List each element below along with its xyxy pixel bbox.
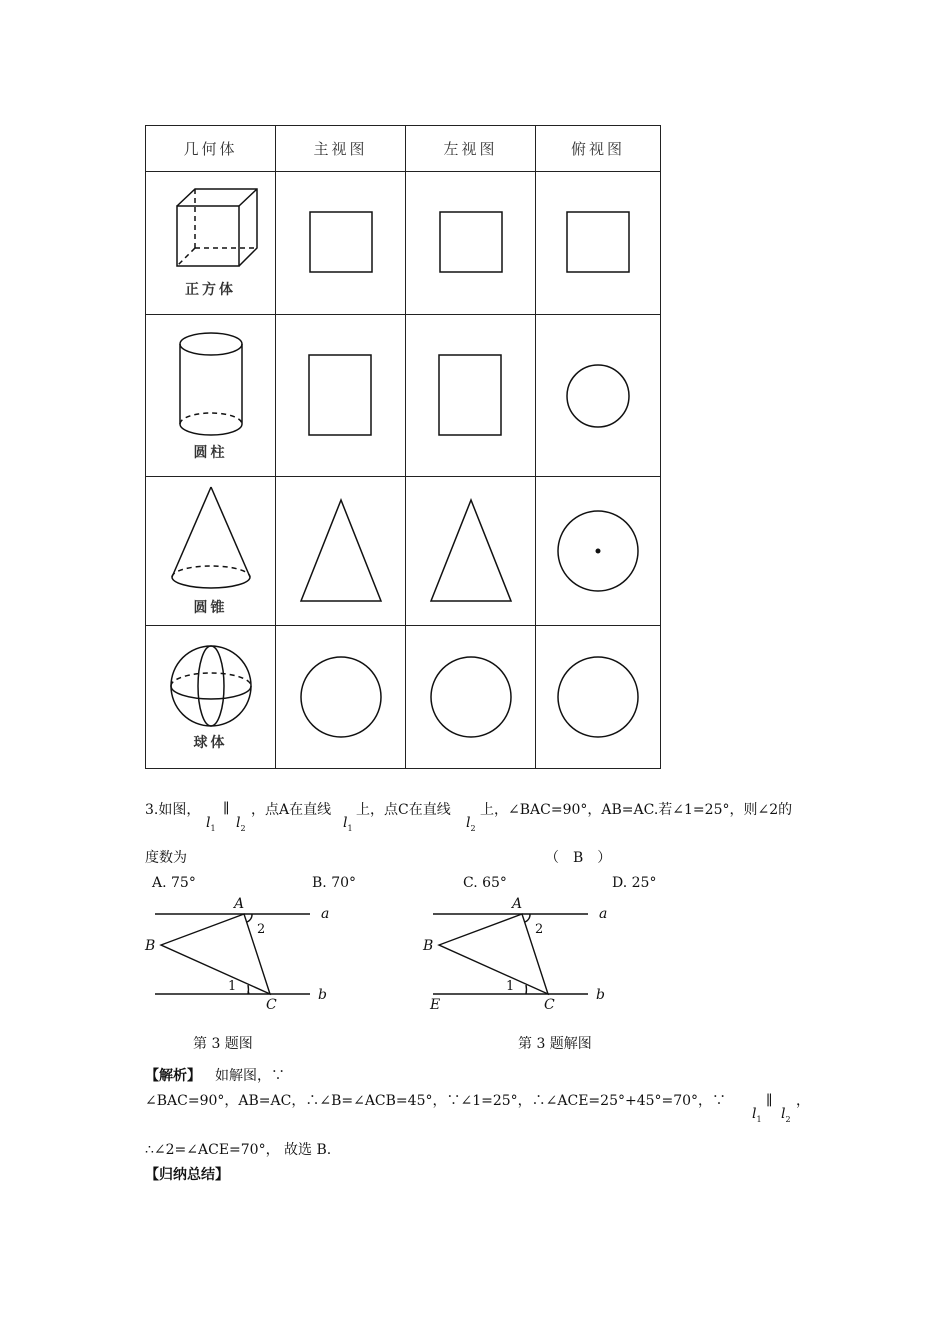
cube-cell xyxy=(146,172,276,315)
fig2-label-b: b xyxy=(596,987,605,1003)
header-left-view: 左视图 xyxy=(406,126,536,172)
fig1-label-b: b xyxy=(318,987,327,1003)
table-row-cone xyxy=(146,477,661,626)
cone-left-view xyxy=(406,477,536,626)
cylinder-top-view xyxy=(536,315,661,477)
cube-drawing xyxy=(161,187,261,277)
table-row-cylinder xyxy=(146,315,661,477)
solution-line3: ∴∠2=∠ACE=70°， 故选 B. xyxy=(145,1142,332,1158)
figure-problem-3-solution xyxy=(418,893,618,1018)
line-l2-label-2: $l_2$ xyxy=(466,815,476,833)
answer-blank: （ B ） xyxy=(545,850,612,866)
cone-cell xyxy=(146,477,276,626)
line-l1-label: $l_1$ xyxy=(206,815,216,833)
cube-top-view xyxy=(536,172,661,315)
cylinder-front-view xyxy=(276,315,406,477)
parallel-symbol: ∥ xyxy=(223,801,230,817)
fig1-angle-2: 2 xyxy=(257,922,266,937)
problem-intro: 3.如图， xyxy=(145,802,201,818)
cone-top-view xyxy=(536,477,661,626)
fig2-label-a: a xyxy=(599,906,608,922)
fig2-label-A: A xyxy=(512,896,523,912)
solid-label-cone: 圆锥 xyxy=(193,600,228,616)
problem-text-b: ，点A在直线 xyxy=(251,802,332,818)
cone-drawing xyxy=(168,485,254,595)
option-d: D. 25° xyxy=(612,875,657,891)
solution-comma: ， xyxy=(796,1093,810,1109)
solution-title: 【解析】 xyxy=(145,1068,201,1084)
solution-parallel: ∥ xyxy=(766,1093,773,1109)
cube-front-view xyxy=(276,172,406,315)
fig2-label-E: E xyxy=(430,997,441,1013)
solution-l1: $l_1$ xyxy=(752,1106,762,1124)
three-views-table xyxy=(145,125,661,769)
solid-label-cylinder: 圆柱 xyxy=(193,444,228,461)
option-c: C. 65° xyxy=(463,875,507,891)
solid-label-sphere: 球体 xyxy=(193,735,228,751)
cylinder-drawing xyxy=(176,330,246,440)
table-header-row xyxy=(146,126,661,172)
figure1-caption: 第 3 题图 xyxy=(193,1036,253,1052)
solid-label-cube: 正方体 xyxy=(185,282,236,298)
fig2-label-C: C xyxy=(544,997,555,1013)
summary-title: 【归纳总结】 xyxy=(145,1167,229,1183)
line-l2-label: $l_2$ xyxy=(236,815,246,833)
fig1-label-A: A xyxy=(234,896,245,912)
fig1-label-C: C xyxy=(266,997,277,1013)
cone-front-view xyxy=(276,477,406,626)
table-row-cube xyxy=(146,172,661,315)
problem-text-c: 上，点C在直线 xyxy=(356,802,451,818)
fig2-angle-1: 1 xyxy=(506,979,515,994)
solution-line2: ∠BAC=90°，AB=AC，∴∠B=∠ACB=45°，∵∠1=25°，∴∠ACE=25°+45°=70°，∵ xyxy=(145,1093,727,1109)
fig2-angle-2: 2 xyxy=(535,922,544,937)
problem-text-d: 上，∠BAC=90°，AB=AC.若∠1=25°，则∠2的 xyxy=(480,802,793,818)
sphere-front-view xyxy=(276,626,406,769)
header-front-view: 主视图 xyxy=(276,126,406,172)
line-l1-label-2: $l_1$ xyxy=(343,815,353,833)
problem-text-line2: 度数为 xyxy=(145,850,187,866)
fig1-label-B: B xyxy=(145,938,156,954)
table-row-sphere xyxy=(146,626,661,769)
sphere-drawing xyxy=(168,642,254,730)
figure-problem-3 xyxy=(140,893,340,1018)
solution-l2: $l_2$ xyxy=(781,1106,791,1124)
fig2-label-B: B xyxy=(423,938,434,954)
fig1-label-a: a xyxy=(321,906,330,922)
option-b: B. 70° xyxy=(312,875,357,891)
sphere-cell xyxy=(146,626,276,769)
cylinder-left-view xyxy=(406,315,536,477)
cylinder-cell xyxy=(146,315,276,477)
figure2-caption: 第 3 题解图 xyxy=(518,1036,592,1052)
fig1-angle-1: 1 xyxy=(228,979,237,994)
sphere-top-view xyxy=(536,626,661,769)
cube-left-view xyxy=(406,172,536,315)
solution-line1: 如解图，∵ xyxy=(215,1068,285,1084)
header-top-view: 俯视图 xyxy=(536,126,661,172)
header-solid: 几何体 xyxy=(146,126,276,172)
option-a: A. 75° xyxy=(152,875,196,891)
sphere-left-view xyxy=(406,626,536,769)
